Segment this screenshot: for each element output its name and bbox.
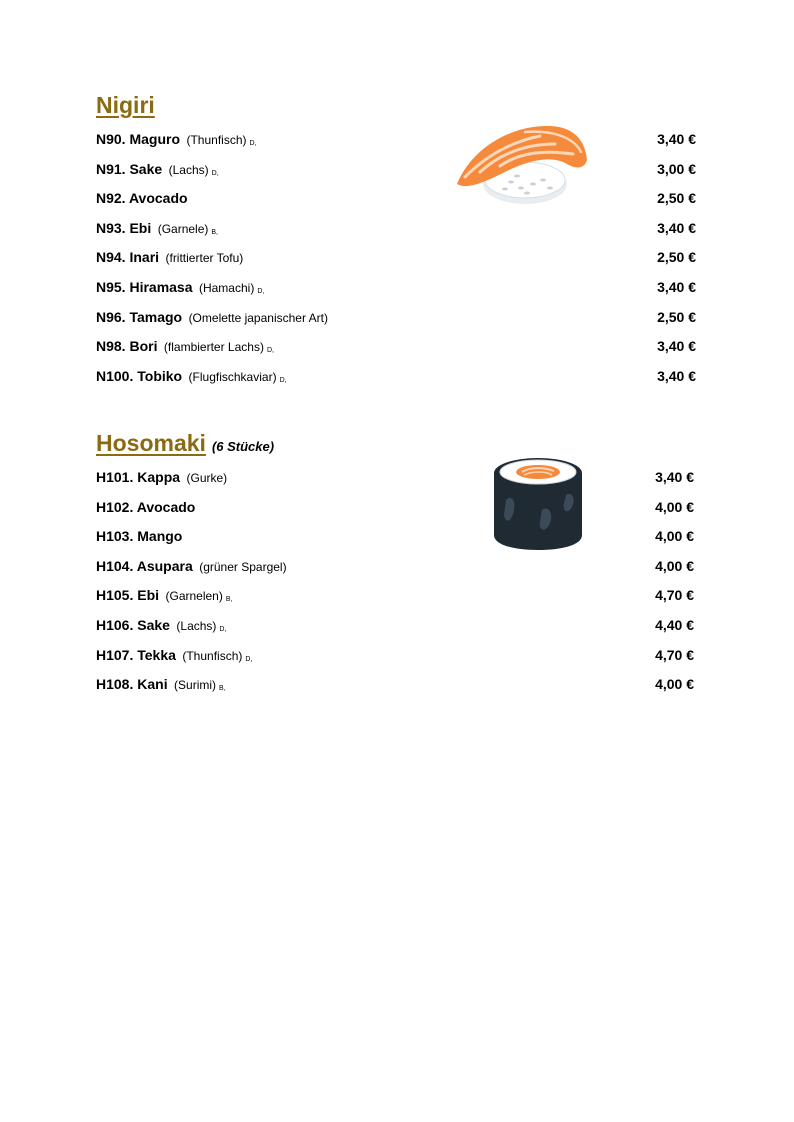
item-name: N90. Maguro [96, 131, 181, 147]
allergen-code: D, [266, 347, 274, 355]
item-name: H103. Mango [96, 528, 183, 545]
allergen-code: D, [249, 140, 257, 147]
allergen-code: B, [219, 685, 226, 693]
menu-item [96, 243, 698, 273]
allergen-code: D, [211, 169, 219, 177]
allergen-code: B, [225, 596, 233, 604]
allergen-code: D, [257, 287, 265, 295]
item-price: 4,00 € [655, 557, 694, 574]
item-price: 3,00 € [657, 160, 696, 177]
allergen-code: B, [211, 228, 219, 236]
allergen-code: D, [279, 376, 287, 384]
item-name: N91. Sake [96, 160, 163, 177]
item-description: (Lachs) [176, 618, 217, 633]
item-description: (Omelette japanischer Art) [188, 310, 328, 325]
item-price: 3,40 € [657, 219, 696, 236]
item-price: 4,40 € [655, 616, 694, 633]
item-price: 2,50 € [657, 308, 696, 325]
item-description: (grüner Spargel) [199, 559, 287, 574]
item-price: 4,70 € [655, 587, 694, 604]
item-name: H102. Avocado [96, 498, 196, 515]
item-description: (Lachs) [168, 162, 209, 177]
item-price: 4,00 € [655, 528, 694, 545]
menu-item [96, 670, 698, 700]
item-name: N95. Hiramasa [96, 278, 193, 295]
item-price: 3,40 € [657, 338, 696, 355]
item-description: (flambierter Lachs) [163, 340, 264, 355]
item-description: (Thunfisch) [182, 648, 243, 663]
menu-item [96, 581, 698, 611]
nigiri-item-list [96, 125, 698, 391]
menu-item [96, 463, 698, 493]
item-description: (Garnelen) [165, 589, 223, 604]
hosomaki-title: Hosomaki [96, 430, 206, 456]
item-name: H101. Kappa [96, 469, 181, 485]
menu-item [96, 155, 698, 185]
menu-item [96, 273, 698, 303]
menu-item [96, 303, 698, 333]
menu-item [96, 184, 698, 214]
item-description: (Surimi) [174, 678, 217, 693]
item-price: 3,40 € [657, 367, 696, 384]
item-name: N100. Tobiko [96, 367, 183, 384]
menu-item [96, 611, 698, 641]
menu-item [96, 493, 698, 523]
item-price: 2,50 € [657, 249, 696, 266]
menu-item [96, 552, 698, 582]
hosomaki-heading [96, 428, 698, 458]
item-description: (Garnele) [157, 221, 209, 236]
item-description: (Thunfisch) [186, 133, 247, 147]
item-price: 4,00 € [655, 676, 694, 693]
hosomaki-roll-icon [492, 455, 584, 551]
item-name: H107. Tekka [96, 646, 176, 663]
hosomaki-section [96, 428, 698, 700]
item-name: H106. Sake [96, 616, 170, 633]
item-name: N98. Bori [96, 338, 158, 355]
item-price: 4,00 € [655, 498, 694, 515]
menu-item [96, 125, 698, 155]
item-name: N93. Ebi [96, 219, 152, 236]
item-description: (Hamachi) [198, 280, 255, 295]
allergen-code: D, [219, 625, 227, 633]
item-price: 4,70 € [655, 646, 694, 663]
item-name: H104. Asupara [96, 557, 193, 574]
allergen-code: D, [245, 655, 253, 663]
item-price: 3,40 € [657, 131, 696, 147]
menu-item [96, 641, 698, 671]
item-name: N94. Inari [96, 249, 160, 266]
item-description: (Flugfischkaviar) [188, 369, 277, 384]
item-name: N96. Tamago [96, 308, 183, 325]
item-description: (frittierter Tofu) [165, 251, 244, 266]
salmon-nigiri-icon [455, 122, 590, 210]
menu-item [96, 362, 698, 392]
item-price: 3,40 € [657, 278, 696, 295]
item-name: H105. Ebi [96, 587, 160, 604]
hosomaki-item-list [96, 463, 698, 700]
item-price: 3,40 € [655, 469, 694, 485]
item-description: (Gurke) [186, 471, 228, 485]
item-price: 2,50 € [657, 190, 696, 207]
menu-item [96, 522, 698, 552]
nigiri-heading: Nigiri [96, 92, 155, 118]
menu-item [96, 332, 698, 362]
nigiri-section [96, 90, 698, 391]
hosomaki-subtitle: (6 Stücke) [211, 439, 275, 454]
item-name: N92. Avocado [96, 190, 188, 207]
item-name: H108. Kani [96, 676, 168, 693]
menu-item [96, 214, 698, 244]
